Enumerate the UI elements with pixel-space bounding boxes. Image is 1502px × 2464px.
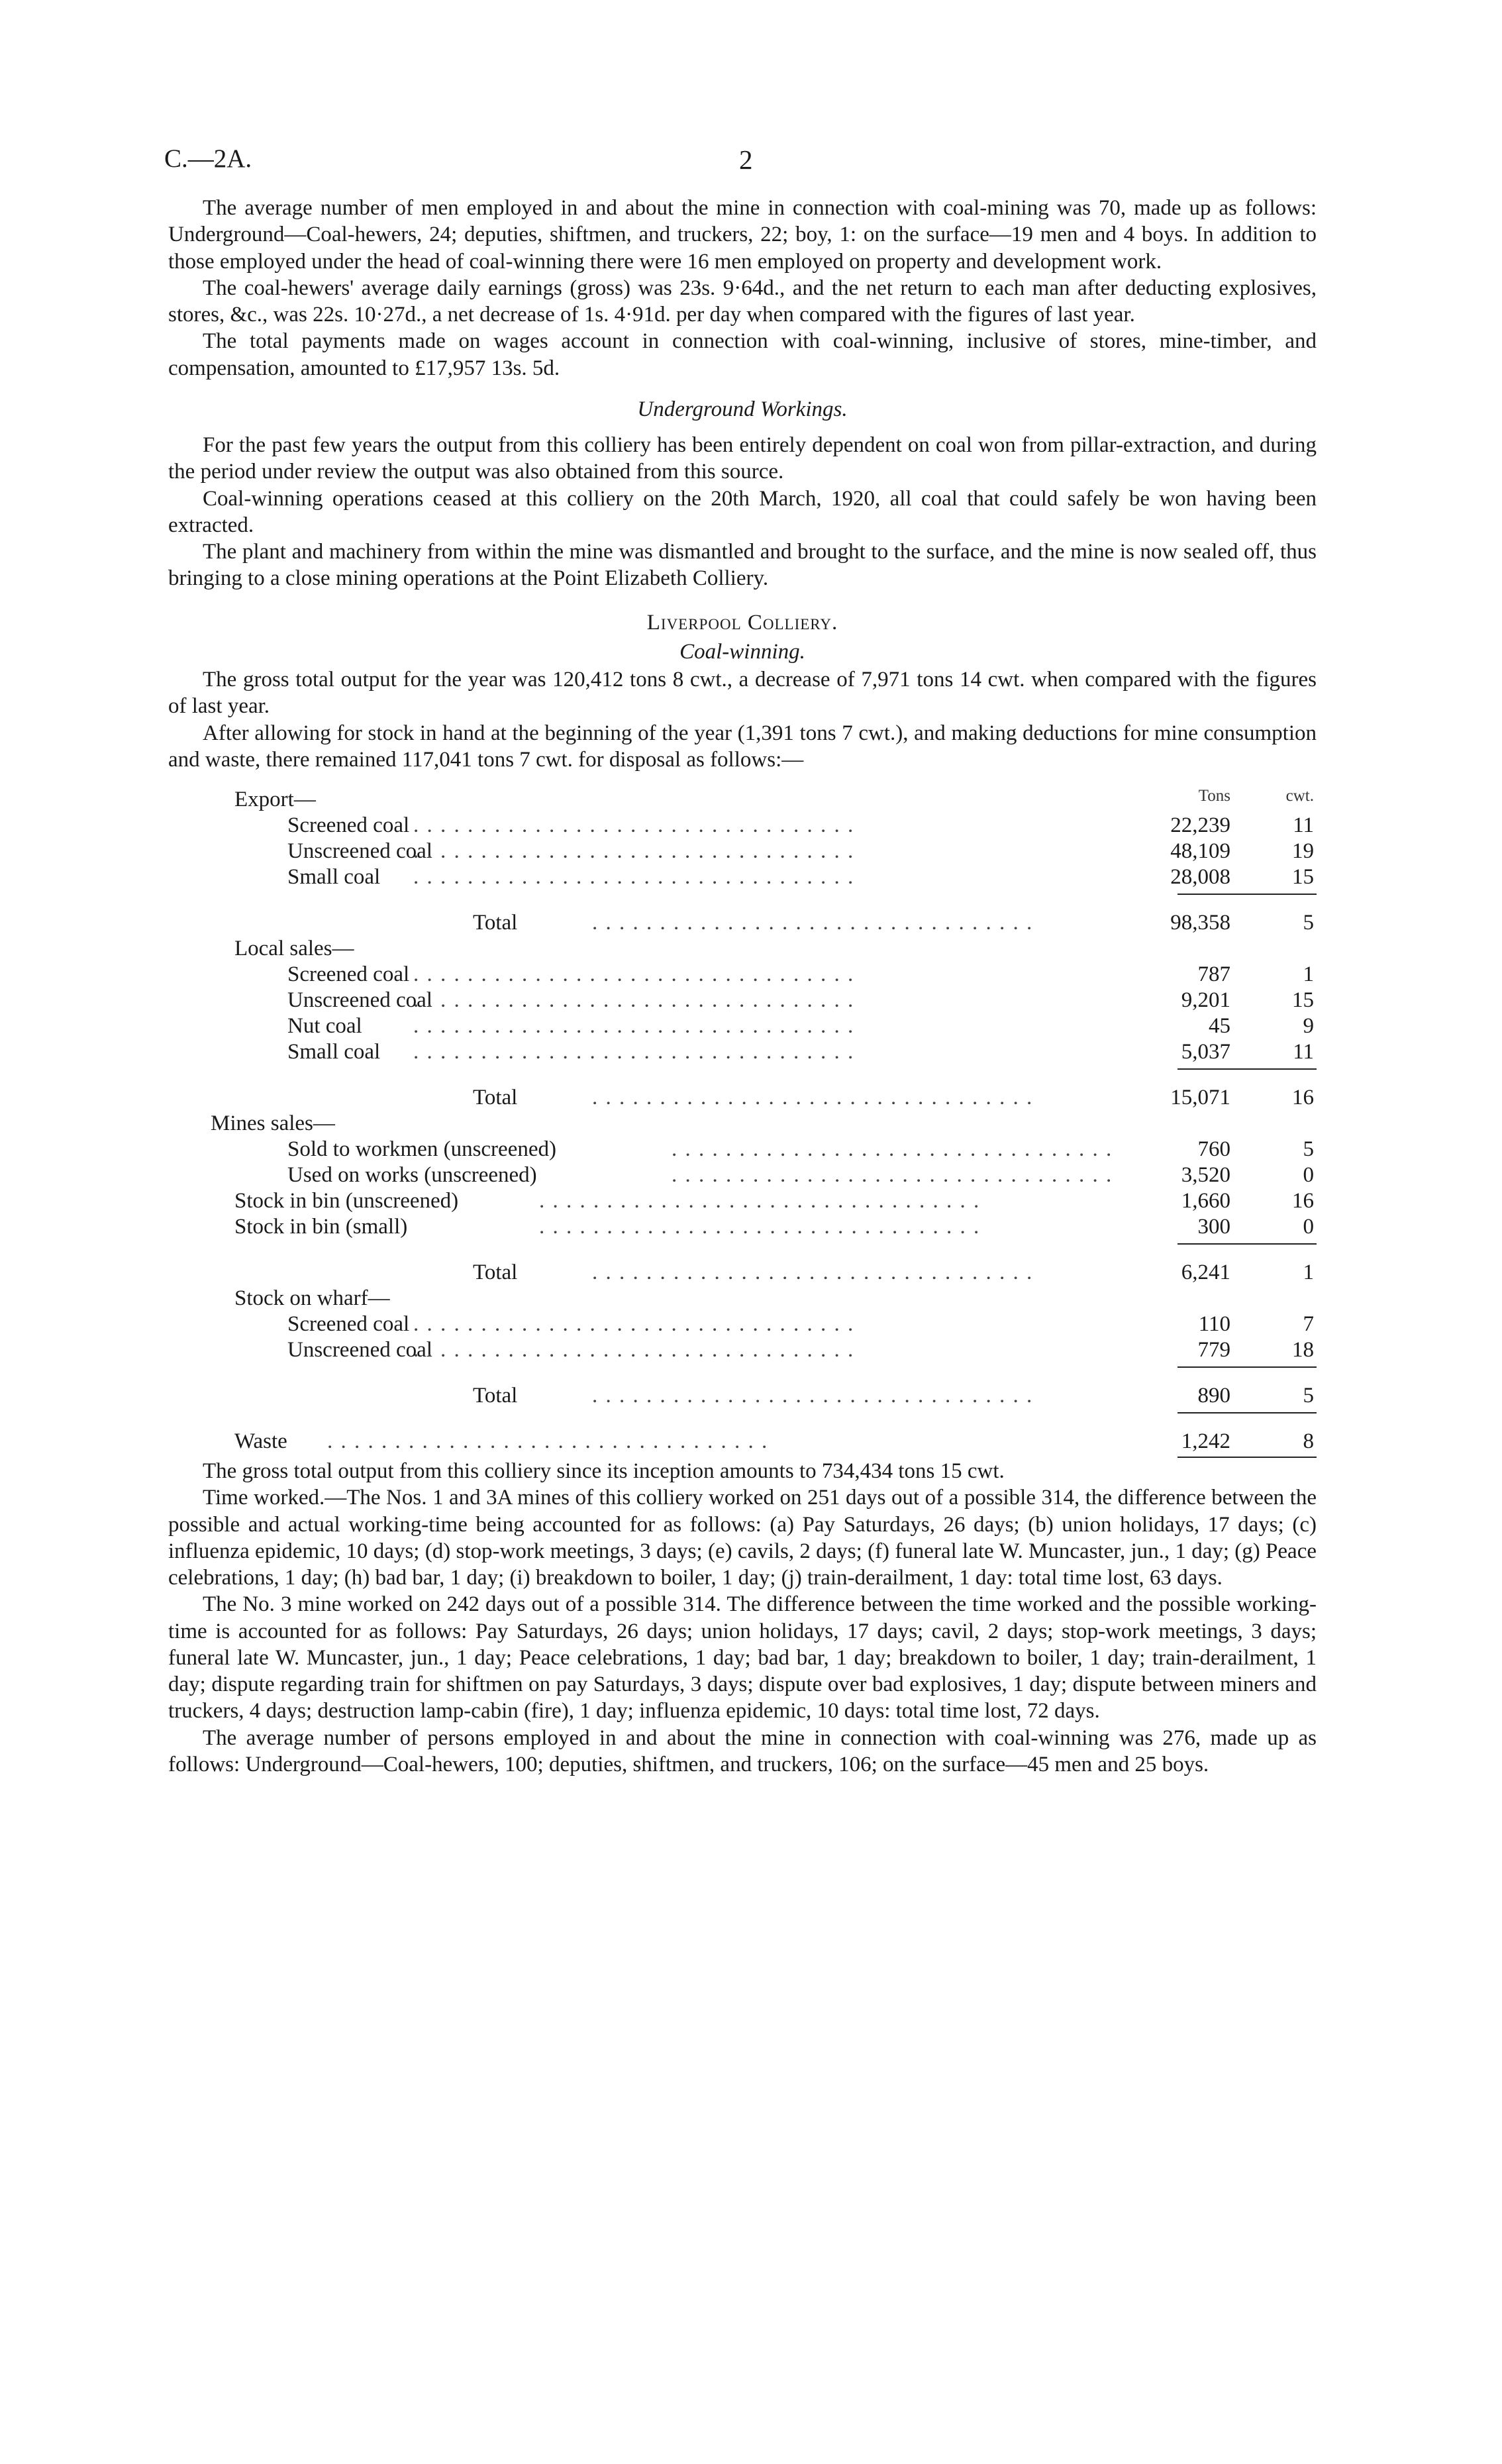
total-label: Total	[473, 1260, 518, 1284]
sum-rule	[1177, 1457, 1317, 1458]
sum-rule	[1177, 1366, 1317, 1368]
row-label: Small coal	[287, 1040, 381, 1064]
paragraph: The gross total output for the year was 120,412 tons 8 cwt., a decrease of 7,971 tons 14 cwt. when compared with the figures of last year.	[168, 668, 1317, 719]
subsection-title-coal-winning: Coal-winning.	[679, 639, 805, 664]
table-row-total	[168, 1259, 1317, 1285]
leader-dots: . . . . . . . . . . . . . . . . . . . . . . . . . . . . . . . . .	[592, 1384, 1034, 1408]
row-tons: 1,660	[1181, 1189, 1230, 1213]
leader-dots: . . . . . . . . . . . . . . . . . . . . . . . . . . . . . . . . .	[413, 1338, 855, 1362]
leader-dots: . . . . . . . . . . . . . . . . . . . . . . . . . . . . . . . . .	[592, 1260, 1034, 1284]
table-row-waste	[168, 1428, 1317, 1454]
sum-rule	[1177, 1243, 1317, 1245]
table-row-total	[168, 1382, 1317, 1408]
total-tons: 890	[1197, 1384, 1230, 1408]
table-row	[168, 1136, 1317, 1162]
table-heading-stock-on-wharf: Stock on wharf—	[234, 1286, 390, 1310]
section-title-liverpool: Liverpool Colliery.	[646, 610, 838, 635]
total-label: Total	[473, 1086, 518, 1109]
paragraph: The average number of men employed in and about the mine in connection with coal-mining was 70, made up as follows: Underground—Coal-hewers, 24; deputies, shiftmen, and truckers, 22; boy, 1: on the surface—19 men and 4 boys. In addition to those employed under the head of coal-winning there were 16 men employed on property and development work.	[168, 196, 1317, 274]
leader-dots: . . . . . . . . . . . . . . . . . . . . . . . . . . . . . . . . .	[539, 1215, 981, 1239]
row-cwt: 0	[1303, 1163, 1314, 1187]
leader-dots: . . . . . . . . . . . . . . . . . . . . . . . . . . . . . . . . .	[413, 839, 855, 863]
leader-dots: . . . . . . . . . . . . . . . . . . . . . . . . . . . . . . . . .	[592, 911, 1034, 935]
paragraph: The average number of persons employed in and about the mine in connection with coal-winning was 276, made up as follows: Underground—Coal-hewers, 100; deputies, shiftmen, and truckers, 106; on the surface—45 men and 25 boys.	[168, 1725, 1317, 1776]
table-row	[168, 987, 1317, 1013]
row-label: Screened coal	[287, 813, 410, 837]
table-row	[168, 1337, 1317, 1362]
row-cwt: 11	[1293, 813, 1314, 837]
paragraph: The coal-hewers' average daily earnings (gross) was 23s. 9·64d., and the net return to each man after deducting explosives, stores, &c., was 22s. 10·27d., a net decrease of 1s. 4·91d. per day when compared with the figures of last year.	[168, 276, 1317, 327]
row-label: Unscreened coal	[287, 839, 432, 863]
paragraph: The plant and machinery from within the mine was dismantled and brought to the surface, and the mine is now sealed off, thus bringing to a close mining operations at the Point Elizabeth Colliery.	[168, 540, 1317, 591]
row-cwt: 1	[1303, 962, 1314, 986]
total-label: Total	[473, 911, 518, 935]
total-label: Total	[473, 1384, 518, 1408]
page-header	[164, 143, 1317, 195]
disposal-table	[168, 786, 1317, 1454]
leader-dots: . . . . . . . . . . . . . . . . . . . . . . . . . . . . . . . . .	[413, 813, 855, 837]
row-tons: 110	[1198, 1312, 1230, 1336]
total-tons: 98,358	[1170, 911, 1230, 935]
table-row	[168, 1162, 1317, 1188]
row-label: Small coal	[287, 865, 381, 889]
sum-rule	[1177, 1068, 1317, 1070]
table-row	[168, 864, 1317, 890]
row-label: Unscreened coal	[287, 1338, 432, 1362]
table-spacer	[168, 1064, 1317, 1084]
table-heading-local-sales: Local sales—	[234, 937, 354, 960]
total-tons: 15,071	[1170, 1086, 1230, 1109]
paragraph: The gross total output from this colliery since its inception amounts to 734,434 tons 15 cwt.	[203, 1459, 1005, 1483]
column-header-cwt: cwt.	[1285, 787, 1314, 805]
row-label: Unscreened coal	[287, 988, 432, 1012]
table-row	[168, 812, 1317, 838]
page-number: 2	[739, 144, 753, 175]
row-cwt: 15	[1292, 865, 1314, 889]
row-cwt: 7	[1303, 1312, 1314, 1336]
leader-dots: . . . . . . . . . . . . . . . . . . . . . . . . . . . . . . . . .	[672, 1137, 1113, 1161]
waste-tons: 1,242	[1181, 1429, 1230, 1453]
row-cwt: 11	[1293, 1040, 1314, 1064]
paragraph: The total payments made on wages account in connection with coal-winning, inclusive of stores, mine-timber, and compensation, amounted to £17,957 13s. 5d.	[168, 329, 1317, 380]
leader-dots: . . . . . . . . . . . . . . . . . . . . . . . . . . . . . . . . .	[327, 1429, 769, 1453]
table-row	[168, 1285, 1317, 1311]
table-row	[168, 1013, 1317, 1039]
table-row	[168, 1213, 1317, 1239]
total-cwt: 1	[1303, 1260, 1314, 1284]
table-row	[168, 838, 1317, 864]
table-row	[168, 1039, 1317, 1064]
table-row-total	[168, 909, 1317, 935]
row-label: Stock in bin (unscreened)	[234, 1189, 459, 1213]
leader-dots: . . . . . . . . . . . . . . . . . . . . . . . . . . . . . . . . .	[413, 1040, 855, 1064]
row-cwt: 16	[1292, 1189, 1314, 1213]
leader-dots: . . . . . . . . . . . . . . . . . . . . . . . . . . . . . . . . .	[592, 1086, 1034, 1109]
table-row	[168, 1110, 1317, 1136]
row-label: Screened coal	[287, 1312, 410, 1336]
leader-dots: . . . . . . . . . . . . . . . . . . . . . . . . . . . . . . . . .	[539, 1189, 981, 1213]
table-spacer	[168, 890, 1317, 909]
row-tons: 300	[1197, 1215, 1230, 1239]
row-tons: 787	[1197, 962, 1230, 986]
row-label: Screened coal	[287, 962, 410, 986]
row-cwt: 5	[1303, 1137, 1314, 1161]
paragraph: The No. 3 mine worked on 242 days out of a possible 314. The difference between the time worked and the possible working-time is accounted for as follows: Pay Saturdays, 26 days; union holidays, 17 days; cavil, 2 days; stop-work meetings, 3 days; funeral late W. Muncaster, jun., 1 day; Peace celebrations, 1 day; bad bar, 1 day; breakdown to boiler, 1 day; train-derailment, 1 day; dispute regarding train for shiftmen on pay Saturdays, 3 days; dispute over bad explosives, 1 day; dispute between miners and truckers, 4 days; destruction lamp-cabin (fire), 1 day; influenza epidemic, 10 days: total time lost, 72 days.	[168, 1592, 1317, 1723]
table-spacer	[168, 1362, 1317, 1382]
row-cwt: 19	[1292, 839, 1314, 863]
row-cwt: 15	[1292, 988, 1314, 1012]
row-label: Stock in bin (small)	[234, 1215, 408, 1239]
row-label: Used on works (unscreened)	[287, 1163, 537, 1187]
table-row-total	[168, 1084, 1317, 1110]
row-label: Nut coal	[287, 1014, 362, 1038]
table-row	[168, 1311, 1317, 1337]
row-tons: 28,008	[1170, 865, 1230, 889]
paragraph: For the past few years the output from this colliery has been entirely dependent on coal won from pillar-extraction, and during the period under review the output was also obtained from this source.	[168, 433, 1317, 484]
row-label: Sold to workmen (unscreened)	[287, 1137, 556, 1161]
table-spacer	[168, 1239, 1317, 1259]
table-row	[168, 961, 1317, 987]
table-heading-export: Export—	[234, 788, 316, 811]
leader-dots: . . . . . . . . . . . . . . . . . . . . . . . . . . . . . . . . .	[413, 1014, 855, 1038]
total-cwt: 5	[1303, 911, 1314, 935]
section-title-underground: Underground Workings.	[637, 397, 848, 421]
document-reference: C.—2A.	[164, 144, 252, 173]
column-header-tons: Tons	[1198, 787, 1230, 805]
row-tons: 3,520	[1181, 1163, 1230, 1187]
total-cwt: 5	[1303, 1384, 1314, 1408]
waste-cwt: 8	[1303, 1429, 1314, 1453]
row-cwt: 0	[1303, 1215, 1314, 1239]
leader-dots: . . . . . . . . . . . . . . . . . . . . . . . . . . . . . . . . .	[413, 1312, 855, 1336]
paragraph-time-worked: Time worked.—The Nos. 1 and 3A mines of this colliery worked on 251 days out of a possible 314, the difference between the possible and actual working-time being accounted for as follows: (a) Pay Saturdays, 26 days; (b) union holidays, 17 days; (c) influenza epidemic, 10 days; (d) stop-work meetings, 3 days; (e) cavils, 2 days; (f) funeral late W. Muncaster, jun., 1 day; (g) Peace celebrations, 1 day; (h) bad bar, 1 day; (i) breakdown to boiler, 1 day; (j) train-derailment, 1 day: total time lost, 63 days.	[168, 1486, 1317, 1590]
total-cwt: 16	[1292, 1086, 1314, 1109]
row-cwt: 18	[1292, 1338, 1314, 1362]
table-heading-mines-sales: Mines sales—	[211, 1111, 335, 1135]
table-row	[168, 935, 1317, 961]
table-spacer	[168, 1408, 1317, 1428]
total-tons: 6,241	[1181, 1260, 1230, 1284]
row-tons: 9,201	[1181, 988, 1230, 1012]
sum-rule	[1177, 894, 1317, 895]
paragraph: Coal-winning operations ceased at this colliery on the 20th March, 1920, all coal that could safely be won having been extracted.	[168, 486, 1317, 537]
row-tons: 22,239	[1170, 813, 1230, 837]
table-row	[168, 786, 1317, 812]
row-tons: 5,037	[1181, 1040, 1230, 1064]
row-tons: 45	[1209, 1014, 1230, 1038]
row-tons: 760	[1197, 1137, 1230, 1161]
row-tons: 779	[1197, 1338, 1230, 1362]
document-page	[164, 143, 1317, 1778]
leader-dots: . . . . . . . . . . . . . . . . . . . . . . . . . . . . . . . . .	[413, 988, 855, 1012]
waste-label: Waste	[234, 1429, 287, 1453]
leader-dots: . . . . . . . . . . . . . . . . . . . . . . . . . . . . . . . . .	[672, 1163, 1113, 1187]
sum-rule	[1177, 1412, 1317, 1413]
row-tons: 48,109	[1170, 839, 1230, 863]
row-cwt: 9	[1303, 1014, 1314, 1038]
leader-dots: . . . . . . . . . . . . . . . . . . . . . . . . . . . . . . . . .	[413, 962, 855, 986]
table-row	[168, 1188, 1317, 1213]
paragraph: After allowing for stock in hand at the beginning of the year (1,391 tons 7 cwt.), and making deductions for mine consumption and waste, there remained 117,041 tons 7 cwt. for disposal as follows:—	[168, 721, 1317, 772]
leader-dots: . . . . . . . . . . . . . . . . . . . . . . . . . . . . . . . . .	[413, 865, 855, 889]
